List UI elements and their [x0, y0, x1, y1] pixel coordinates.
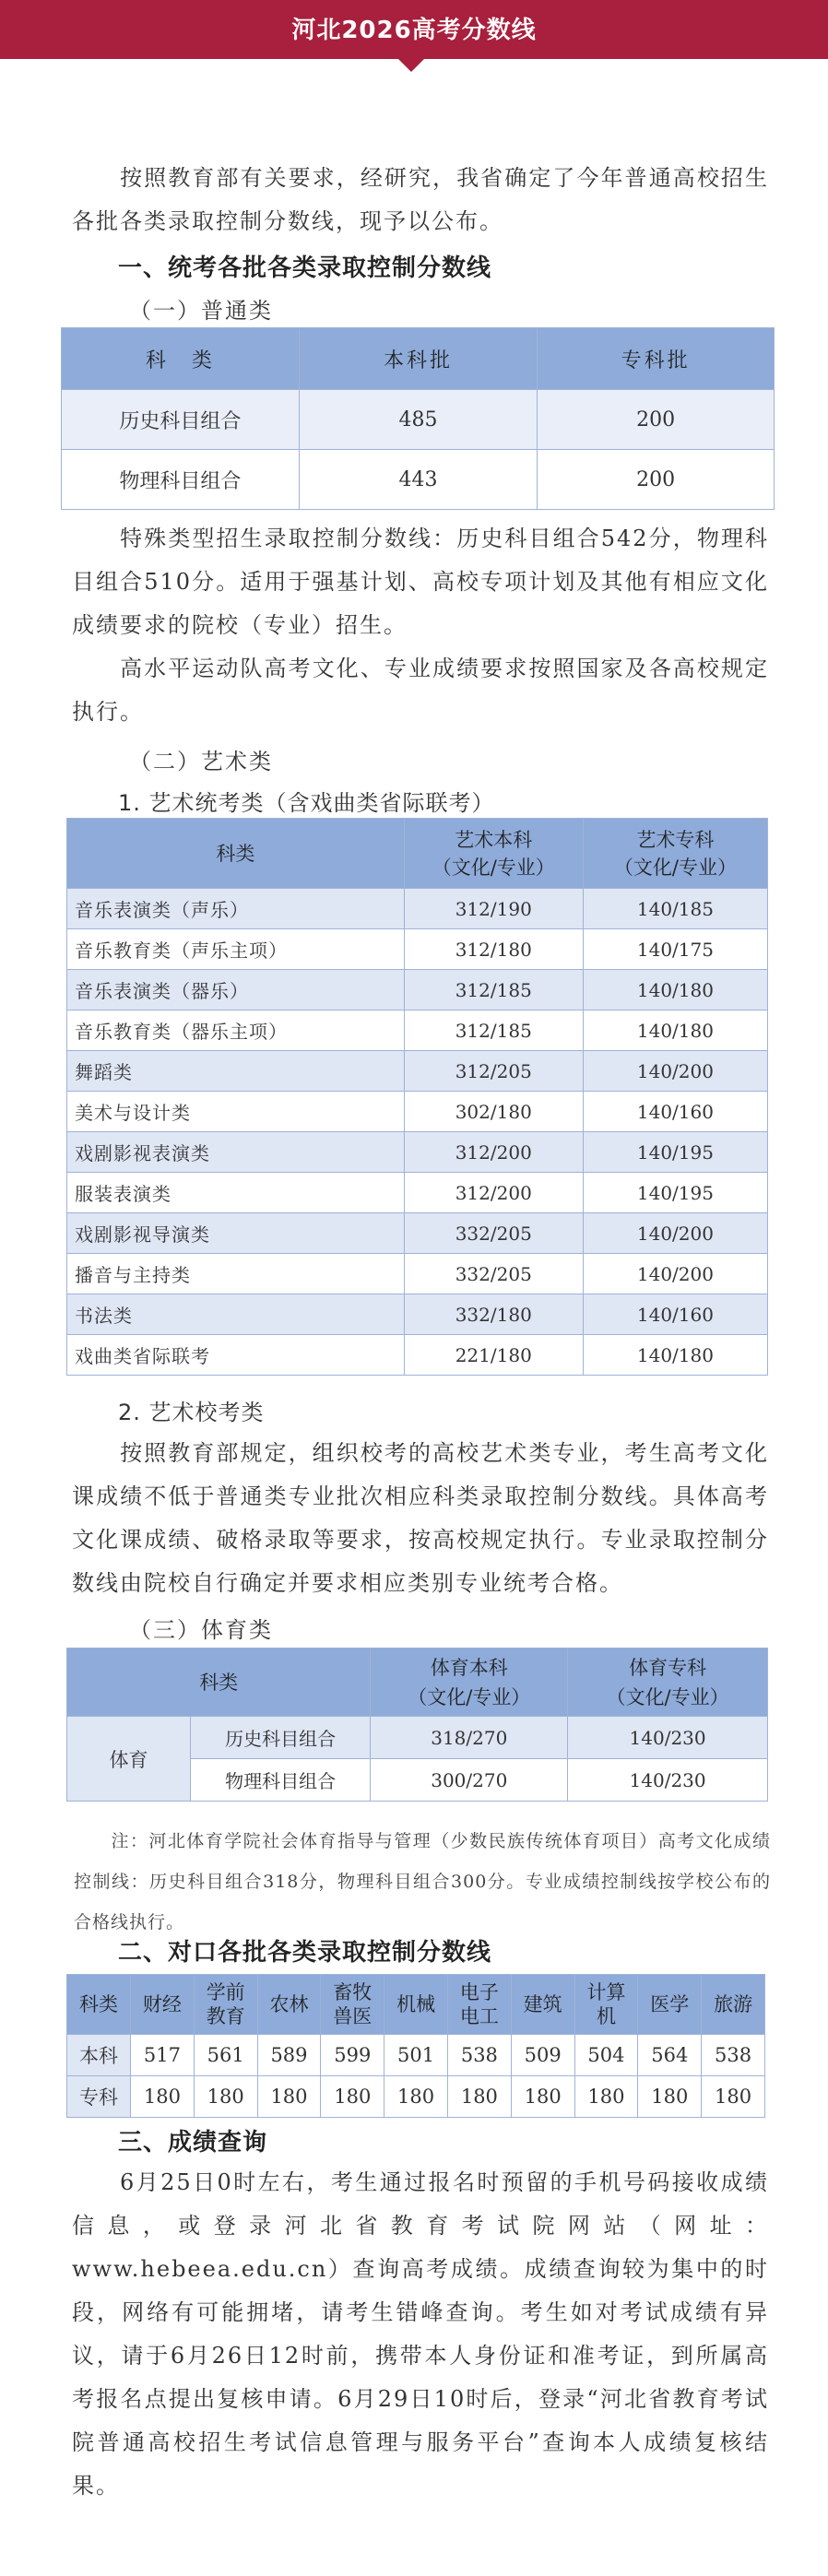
banner-pointer — [398, 59, 424, 72]
art-sub1-heading: 1. 艺术统考类（含戏曲类省际联考） — [118, 790, 495, 816]
row-label: 书法类 — [67, 1294, 405, 1335]
table-row — [62, 450, 775, 510]
row-label: 音乐教育类（声乐主项） — [67, 929, 405, 970]
header-line: 计算 — [586, 1981, 626, 2003]
college-score: 140/160 — [583, 1294, 767, 1335]
undergrad-score: 332/180 — [404, 1294, 583, 1335]
college-score: 140/180 — [583, 1010, 767, 1051]
header-line: 艺术专科 — [636, 828, 715, 851]
row-label: 物理科目组合 — [190, 1759, 370, 1802]
table-row — [67, 2035, 765, 2076]
score-cell: 538 — [447, 2035, 511, 2076]
score-cell: 180 — [384, 2076, 448, 2118]
undergrad-score: 312/180 — [404, 929, 583, 970]
col-header — [321, 1975, 384, 2035]
col-header — [131, 1975, 195, 2035]
score-cell: 599 — [321, 2035, 384, 2076]
row-label: 戏剧影视导演类 — [67, 1213, 405, 1254]
score-cell: 538 — [702, 2035, 765, 2076]
row-label: 本科 — [67, 2035, 131, 2076]
college-score: 140/200 — [583, 1254, 767, 1294]
header-line: （文化/专业） — [432, 856, 555, 879]
col-header — [257, 1975, 321, 2035]
col-header-subject: 科类 — [67, 1975, 131, 2035]
row-label: 音乐教育类（器乐主项） — [67, 1010, 405, 1051]
college-score: 140/160 — [583, 1092, 767, 1132]
col-header-college: 专科批 — [538, 328, 775, 390]
row-label: 美术与设计类 — [67, 1092, 405, 1132]
col-header — [574, 1975, 638, 2035]
special-note-text: 特殊类型招生录取控制分数线：历史科目组合542分，物理科目组合510分。适用于强基计划、高校专项计划及其他有相应文化成绩要求的院校（专业）招生。 — [72, 526, 769, 638]
score-cell: 561 — [194, 2035, 257, 2076]
header-line: （文化/专业） — [408, 1685, 531, 1708]
score-cell: 180 — [702, 2076, 765, 2118]
section3-heading: 三、成绩查询 — [118, 2129, 268, 2157]
undergrad-score: 312/200 — [404, 1132, 583, 1173]
undergrad-score: 312/200 — [404, 1173, 583, 1213]
score-cell: 180 — [511, 2076, 574, 2118]
pe-score-table — [66, 1648, 768, 1802]
col-header — [384, 1975, 448, 2035]
header-line: 医学 — [650, 1993, 690, 2015]
undergrad-score: 312/185 — [404, 1010, 583, 1051]
col-header-undergrad: 本科批 — [299, 328, 538, 390]
intro-text: 按照教育部有关要求，经研究，我省确定了今年普通高校招生各批各类录取控制分数线，现予以公布。 — [72, 165, 769, 234]
sports-team-text: 高水平运动队高考文化、专业成绩要求按照国家及各高校规定执行。 — [72, 656, 769, 725]
header-line: 体育本科 — [430, 1656, 508, 1679]
score-cell: 589 — [257, 2035, 321, 2076]
header-line: （文化/专业） — [613, 856, 737, 879]
row-label: 服装表演类 — [67, 1173, 405, 1213]
row-label: 戏曲类省际联考 — [67, 1335, 405, 1376]
undergrad-score: 302/180 — [404, 1092, 583, 1132]
header-line: 兽医 — [333, 2005, 373, 2027]
school-exam-text: 按照教育部规定，组织校考的高校艺术类专业，考生高考文化课成绩不低于普通类专业批次相应科类录取控制分数线。具体高考文化课成绩、破格录取等要求，按高校规定执行。专业录取控制分数线由院校自行确定并要求相应类别专业统考合格。 — [72, 1440, 769, 1596]
score-cell: 180 — [574, 2076, 638, 2118]
sports-team-paragraph — [72, 647, 769, 734]
score-cell: 180 — [257, 2076, 321, 2118]
score-cell: 517 — [131, 2035, 195, 2076]
general-heading: （一）普通类 — [129, 298, 273, 324]
table-row — [67, 1173, 768, 1213]
art-heading: （二）艺术类 — [129, 749, 273, 774]
row-label: 舞蹈类 — [67, 1051, 405, 1092]
score-cell: 180 — [321, 2076, 384, 2118]
banner-title: 河北2026高考分数线 — [291, 17, 537, 44]
score-cell: 180 — [131, 2076, 195, 2118]
row-label: 播音与主持类 — [67, 1254, 405, 1294]
col-header-pe-undergrad — [371, 1648, 568, 1717]
college-score: 140/195 — [583, 1173, 767, 1213]
header-line: 电工 — [459, 2005, 499, 2027]
table-row — [62, 390, 775, 450]
score-cell: 509 — [511, 2035, 574, 2076]
score-cell: 501 — [384, 2035, 448, 2076]
group-label: 体育 — [67, 1717, 191, 1802]
header-line: 旅游 — [714, 1993, 753, 2015]
undergrad-score: 443 — [299, 450, 538, 510]
col-header — [638, 1975, 702, 2035]
college-score: 140/200 — [583, 1213, 767, 1254]
page-banner — [0, 0, 828, 59]
score-cell: 564 — [638, 2035, 702, 2076]
col-header — [702, 1975, 765, 2035]
college-score: 140/180 — [583, 1335, 767, 1376]
undergrad-score: 312/190 — [404, 889, 583, 929]
college-score: 140/230 — [568, 1759, 768, 1802]
table-row — [67, 970, 768, 1010]
undergrad-score: 332/205 — [404, 1213, 583, 1254]
col-header-art-undergrad — [404, 819, 583, 889]
score-query-paragraph — [72, 2161, 769, 2508]
score-cell: 180 — [447, 2076, 511, 2118]
row-label: 音乐表演类（声乐） — [67, 889, 405, 929]
header-line: 机 — [596, 2005, 616, 2027]
college-score: 140/185 — [583, 889, 767, 929]
table-row — [67, 1213, 768, 1254]
undergrad-score: 318/270 — [371, 1717, 568, 1759]
vocational-score-table — [66, 1974, 765, 2118]
score-query-text: 6月25日0时左右，考生通过报名时预留的手机号码接收成绩信息，或登录河北省教育考试院网站（网址：www.hebeea.edu.cn）查询高考成绩。成绩查询较为集中的时段，网络有可能拥堵，请考生错峰查询。考生如对考试成绩有异议，请于6月26日12时前，携带本人身份证和准考证，到所属高考报名点提出复核申请。6月29日10时后，登录“河北省教育考试院普通高校招生考试信息管理与服务平台”查询本人成绩复核结果。 — [72, 2169, 769, 2499]
section1-heading: 一、统考各批各类录取控制分数线 — [118, 254, 492, 282]
college-score: 140/200 — [583, 1051, 767, 1092]
undergrad-score: 332/205 — [404, 1254, 583, 1294]
undergrad-score: 221/180 — [404, 1335, 583, 1376]
row-label: 历史科目组合 — [62, 390, 300, 450]
col-header — [447, 1975, 511, 2035]
col-header-subject: 科类 — [67, 1648, 371, 1717]
undergrad-score: 312/185 — [404, 970, 583, 1010]
header-line: 农林 — [269, 1993, 309, 2015]
col-header-subject: 科类 — [67, 819, 405, 889]
table-row — [67, 889, 768, 929]
table-row — [67, 929, 768, 970]
table-row — [67, 1010, 768, 1051]
table-header-row — [67, 1975, 765, 2035]
college-score: 200 — [538, 450, 775, 510]
score-cell: 180 — [194, 2076, 257, 2118]
college-score: 200 — [538, 390, 775, 450]
header-line: 艺术本科 — [455, 828, 533, 851]
row-label: 历史科目组合 — [190, 1717, 370, 1759]
art-sub2-heading: 2. 艺术校考类 — [118, 1400, 265, 1425]
college-score: 140/175 — [583, 929, 767, 970]
table-row — [67, 1051, 768, 1092]
header-line: 电子 — [459, 1981, 499, 2003]
undergrad-score: 485 — [299, 390, 538, 450]
row-label: 物理科目组合 — [62, 450, 300, 510]
header-line: 畜牧 — [333, 1981, 373, 2003]
row-label: 戏剧影视表演类 — [67, 1132, 405, 1173]
row-label: 专科 — [67, 2076, 131, 2118]
table-row — [67, 1254, 768, 1294]
section2-heading: 二、对口各批各类录取控制分数线 — [118, 1939, 492, 1967]
pe-heading: （三）体育类 — [129, 1617, 273, 1643]
college-score: 140/180 — [583, 970, 767, 1010]
art-score-table — [66, 818, 768, 1376]
table-row — [67, 1335, 768, 1376]
school-exam-paragraph — [72, 1432, 769, 1605]
table-row — [67, 1092, 768, 1132]
table-row — [67, 1717, 768, 1759]
col-header — [194, 1975, 257, 2035]
pe-note — [74, 1821, 771, 1943]
col-header-pe-college — [568, 1648, 768, 1717]
col-header-subject: 科 类 — [62, 328, 300, 390]
row-label: 音乐表演类（器乐） — [67, 970, 405, 1010]
score-cell: 180 — [638, 2076, 702, 2118]
intro-paragraph — [72, 157, 769, 243]
header-line: （文化/专业） — [606, 1685, 729, 1708]
header-line: 教育 — [206, 2005, 245, 2027]
table-row — [67, 1294, 768, 1335]
header-line: 体育专科 — [629, 1656, 707, 1679]
special-note-paragraph — [72, 517, 769, 647]
col-header-art-college — [583, 819, 767, 889]
undergrad-score: 300/270 — [371, 1759, 568, 1802]
col-header — [511, 1975, 574, 2035]
score-cell: 504 — [574, 2035, 638, 2076]
header-line: 机械 — [396, 1993, 436, 2015]
college-score: 140/230 — [568, 1717, 768, 1759]
general-score-table — [61, 327, 775, 510]
table-row — [67, 1132, 768, 1173]
table-row — [67, 2076, 765, 2118]
undergrad-score: 312/205 — [404, 1051, 583, 1092]
header-line: 建筑 — [523, 1993, 562, 2015]
header-line: 财经 — [142, 1993, 182, 2015]
header-line: 学前 — [206, 1981, 245, 2003]
college-score: 140/195 — [583, 1132, 767, 1173]
pe-note-text: 注：河北体育学院社会体育指导与管理（少数民族传统体育项目）高考文化成绩控制线：历史科目组合318分，物理科目组合300分。专业成绩控制线按学校公布的合格线执行。 — [74, 1831, 771, 1932]
